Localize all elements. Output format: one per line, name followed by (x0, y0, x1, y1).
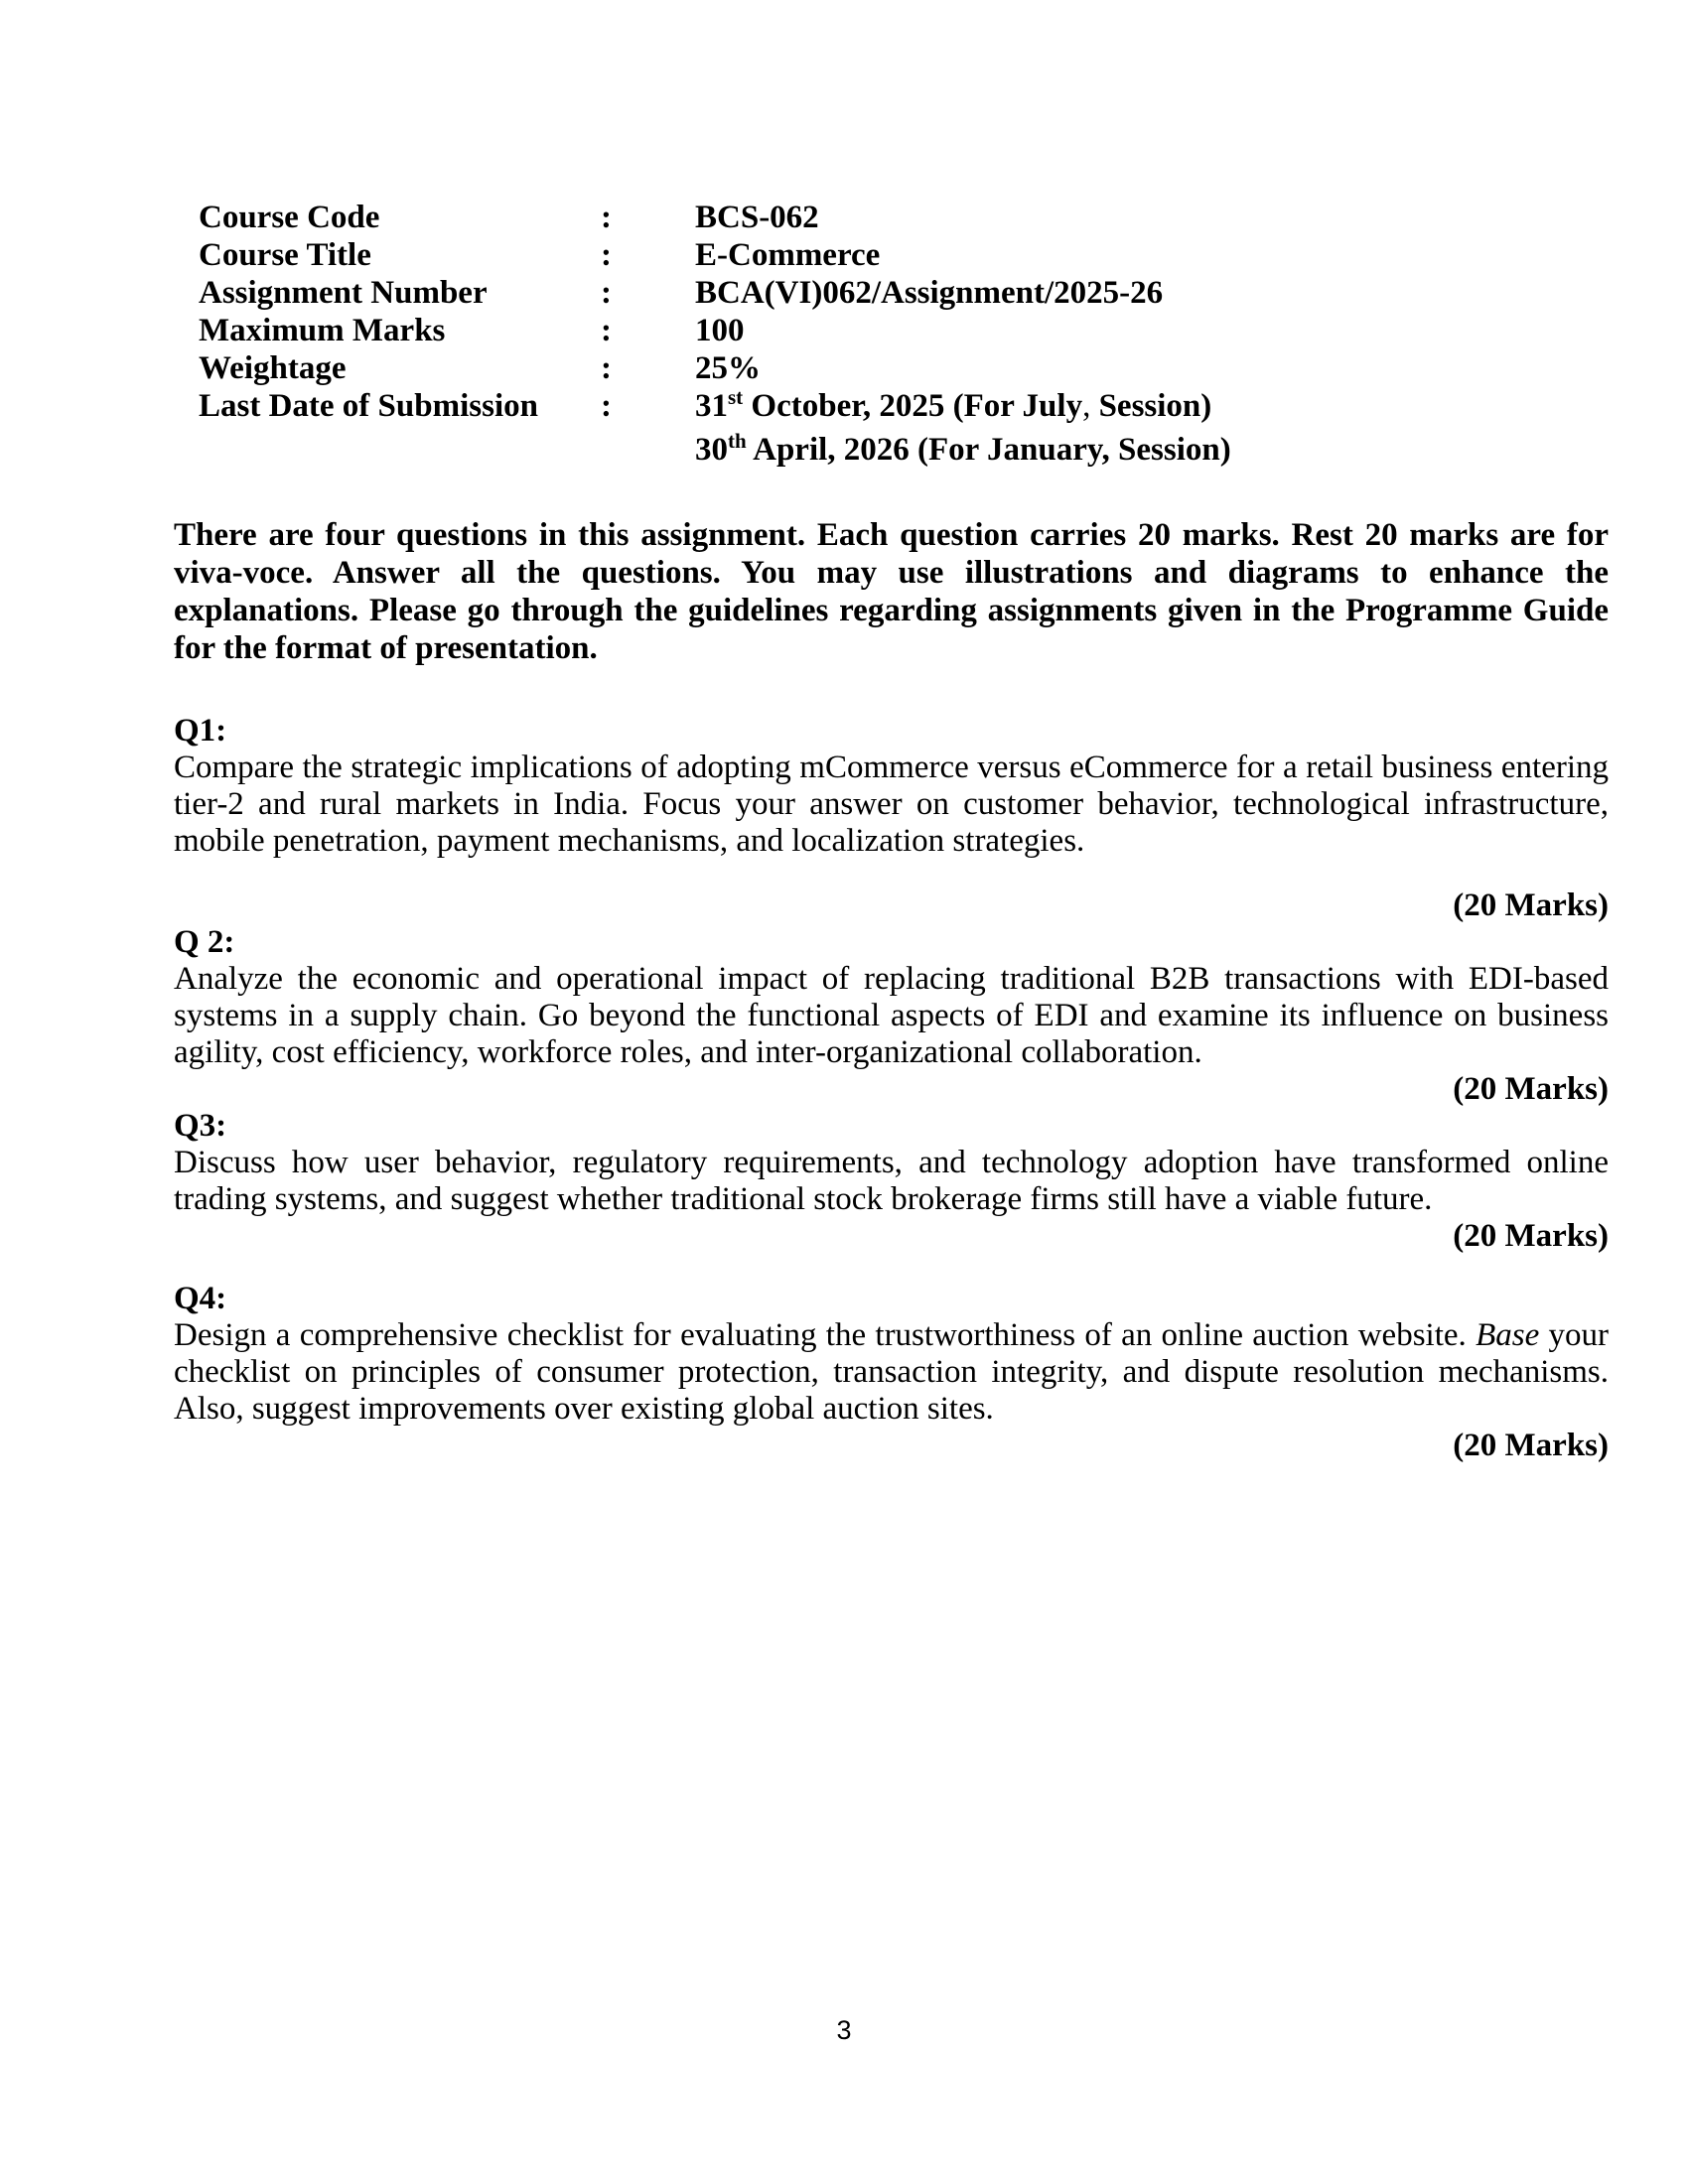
date-day: 31 (695, 388, 728, 424)
question-2-marks: (20 Marks) (1453, 1071, 1609, 1107)
question-1-heading: Q1: (174, 713, 227, 749)
question-4-heading: Q4: (174, 1281, 227, 1316)
question-4-marks: (20 Marks) (1453, 1428, 1609, 1463)
question-3-block (174, 1108, 1609, 1255)
separator-colon: : (601, 388, 612, 424)
maximum-marks-value: 100 (695, 313, 745, 348)
empty-colon-cell (601, 431, 695, 469)
question-3-marks: (20 Marks) (1453, 1218, 1609, 1254)
question-4-block (174, 1281, 1609, 1464)
separator-colon: : (601, 237, 612, 273)
question-1-marks: (20 Marks) (1453, 887, 1609, 923)
question-4-text (174, 1317, 1609, 1428)
assignment-number-label: Assignment Number (199, 275, 488, 311)
question-4-text-before: Design a comprehensive checklist for evaluating the trustworthiness of an online auction website. (174, 1317, 1477, 1353)
date-day: 30 (695, 432, 728, 468)
question-3-text: Discuss how user behavior, regulatory requirements, and technology adoption have transformed online trading systems, and suggest whether traditional stock brokerage firms still have a viable future. (174, 1145, 1609, 1217)
empty-label-cell (199, 431, 601, 469)
assignment-number-row (199, 274, 1609, 312)
course-title-row (199, 236, 1609, 274)
question-3-heading: Q3: (174, 1108, 227, 1144)
course-code-label: Course Code (199, 200, 380, 235)
assignment-number-value: BCA(VI)062/Assignment/2025-26 (695, 275, 1164, 311)
weightage-value: 25% (695, 350, 761, 386)
question-1-text: Compare the strategic implications of adopting mCommerce versus eCommerce for a retail business entering tier-2 and rural markets in India. Focus your answer on customer behavior, technological infrastructure, mobile penetration, payment mechanisms, and localization strategies. (174, 750, 1609, 859)
date-ordinal: st (728, 385, 744, 409)
date-comma: , (1082, 388, 1091, 424)
date-text-end: Session) (1090, 388, 1212, 424)
date-ordinal: th (728, 429, 747, 453)
separator-colon: : (601, 313, 612, 348)
page-number: 3 (836, 2015, 852, 2045)
last-date-january-value (695, 431, 1609, 469)
maximum-marks-label: Maximum Marks (199, 313, 446, 348)
assignment-instructions: There are four questions in this assignment. Each question carries 20 marks. Rest 20 marks are for viva-voce. Answer all the questions. You may use illustrations and diagrams to enhance the explanations. Please go through the guidelines regarding assignments given in the Programme Guide for the format of presentation. (174, 517, 1609, 666)
question-1-block (174, 713, 1609, 924)
separator-colon: : (601, 350, 612, 386)
weightage-row (199, 349, 1609, 387)
weightage-label: Weightage (199, 350, 347, 386)
course-title-value: E-Commerce (695, 237, 881, 273)
last-date-label: Last Date of Submission (199, 388, 538, 424)
separator-colon: : (601, 275, 612, 311)
question-4-text-after: your checklist on principles of consumer protection, transaction integrity, and dispute resolution mechanisms. Also, suggest improvements over existing global auction sites. (174, 1317, 1609, 1427)
last-date-row (199, 387, 1609, 425)
course-code-row (199, 199, 1609, 236)
last-date-july-value (695, 387, 1609, 425)
question-2-block (174, 924, 1609, 1108)
course-info-block (199, 199, 1609, 469)
separator-colon: : (601, 200, 612, 235)
question-4-italic-word: Base (1476, 1317, 1540, 1353)
date-text: October, 2025 (For July (743, 388, 1083, 424)
course-title-label: Course Title (199, 237, 371, 273)
course-code-value: BCS-062 (695, 200, 819, 235)
page-content (174, 199, 1609, 1464)
maximum-marks-row (199, 312, 1609, 349)
last-date-january-row (199, 431, 1609, 469)
date-text: April, 2026 (For January, Session) (746, 432, 1231, 468)
question-2-text: Analyze the economic and operational impact of replacing traditional B2B transactions with EDI-based systems in a supply chain. Go beyond the functional aspects of EDI and examine its influence on business agility, cost efficiency, workforce roles, and inter-organizational collaboration. (174, 961, 1609, 1070)
question-2-heading: Q 2: (174, 924, 235, 960)
